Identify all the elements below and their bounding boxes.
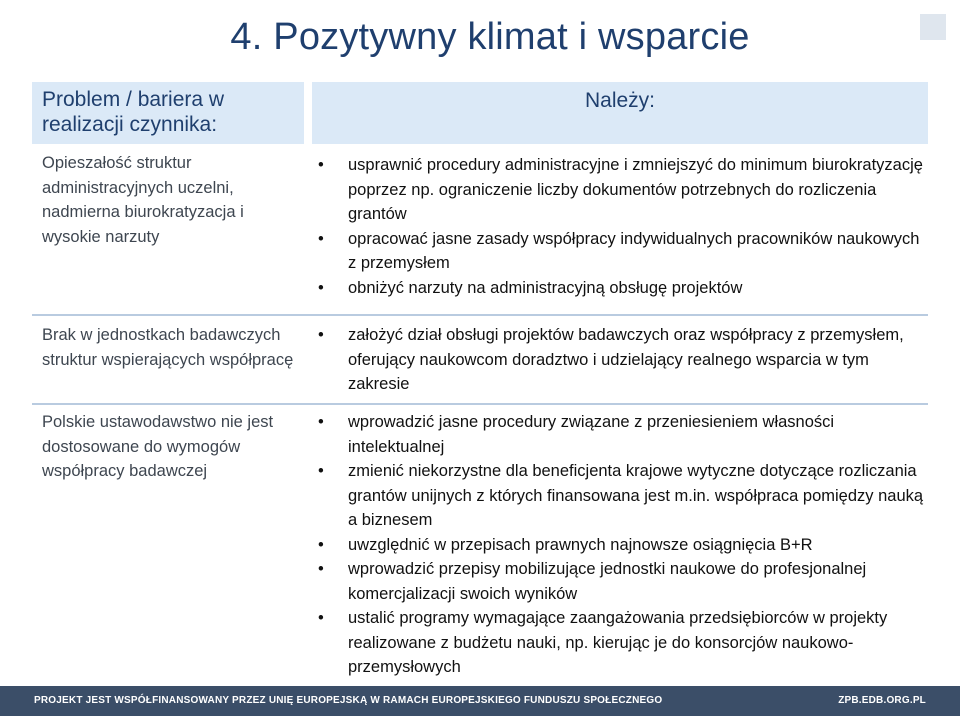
problem-cell: Opieszałość struktur administracyjnych uczelni, nadmierna biurokratyzacja i wysokie narzuty [42, 154, 244, 246]
footer-bar [0, 686, 960, 716]
page-title: 4. Pozytywny klimat i wsparcie [230, 16, 750, 58]
action-item: • założyć dział obsługi projektów badawczych oraz współpracy z przemysłem, oferujący naukowcom doradztwo i udzielający realnego wsparcia w tym zakresie [348, 323, 928, 397]
action-item: • ustalić programy wymagające zaangażowania przedsiębiorców w projekty realizowane z budżetu nauki, np. kierując je do konsorcjów naukowo-przemysłowych [348, 606, 928, 680]
footer-funding-note: PROJEKT JEST WSPÓŁFINANSOWANY PRZEZ UNIĘ EUROPEJSKĄ W RAMACH EUROPEJSKIEGO FUNDUSZU SPOŁECZNEGO [34, 695, 663, 706]
row-divider [32, 314, 928, 316]
row-divider [32, 403, 928, 405]
action-item: • zmienić niekorzystne dla beneficjenta krajowe wytyczne dotyczące rozliczania grantów unijnych z których finansowana jest m.in. współpraca pomiędzy nauką a biznesem [348, 459, 928, 533]
header-problem: Problem / bariera w realizacji czynnika: [32, 82, 304, 144]
action-item: • wprowadzić przepisy mobilizujące jednostki naukowe do profesjonalnej komercjalizacji swoich wyników [348, 557, 928, 606]
action-item: • uwzględnić w przepisach prawnych najnowsze osiągnięcia B+R [348, 533, 928, 558]
header-actions: Należy: [312, 82, 928, 144]
problem-cell: Polskie ustawodawstwo nie jest dostosowane do wymogów współpracy badawczej [42, 413, 274, 480]
footer-website-link[interactable]: ZPB.EDB.ORG.PL [838, 695, 926, 706]
action-item: • usprawnić procedury administracyjne i zmniejszyć do minimum biurokratyzację poprzez np. ograniczenie liczby dokumentów potrzebnych do rozliczenia grantów [348, 153, 928, 227]
action-item: • obniżyć narzuty na administracyjną obsługę projektów [348, 276, 928, 301]
actions-list [312, 410, 928, 680]
action-item: • opracować jasne zasady współpracy indywidualnych pracowników naukowych z przemysłem [348, 227, 928, 276]
actions-list [312, 153, 928, 300]
problem-cell: Brak w jednostkach badawczych struktur wspierających współpracę [42, 326, 294, 369]
decorative-square [920, 14, 946, 40]
action-item: • wprowadzić jasne procedury związane z przeniesieniem własności intelektualnej [348, 410, 928, 459]
actions-list [312, 323, 928, 397]
